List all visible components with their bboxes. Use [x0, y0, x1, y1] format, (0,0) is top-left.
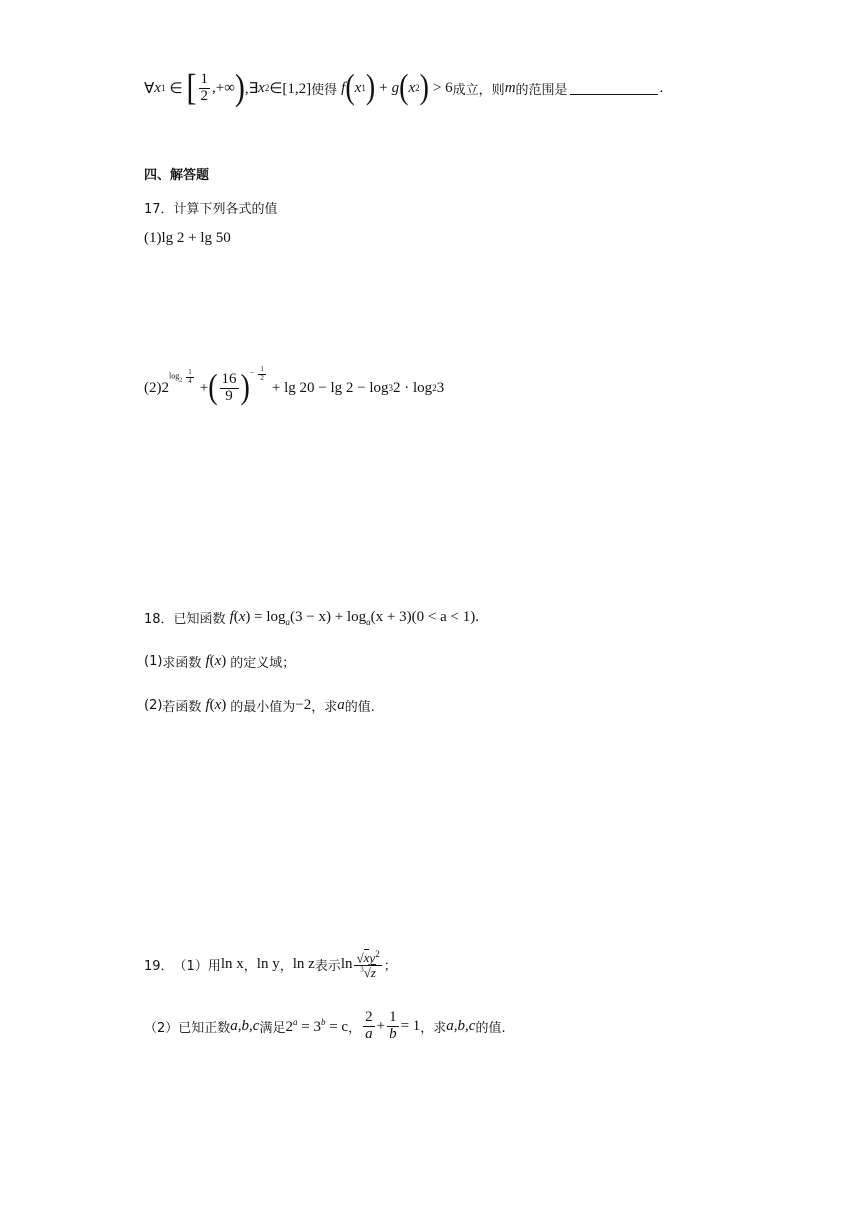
q18-part1: (1) 求函数 f(x) 的定义域；	[144, 653, 296, 671]
question-number: 17．	[144, 202, 174, 217]
fraction-16-9: $\frac{16}{9}$	[221, 371, 237, 404]
q18-part2: (2) 若函数 f(x) 的最小值为 −2 ，求 a 的值.	[144, 697, 375, 715]
forall-symbol: ∀	[144, 80, 155, 97]
q17-stem: 17． 计算下列各式的值	[144, 198, 278, 217]
q17-part2: (2) 2 $\log_2$ $\frac{1}{4}$ + ( $\frac{16}{9}$ ) − $\frac{1}{2}$ + lg 20 − lg 2 − log 3 2 · log 2 3	[144, 365, 445, 407]
question-number: 19．	[144, 959, 174, 975]
exponent-log: $\log_2$ $\frac{1}{4}$	[169, 368, 192, 385]
power-neg-half: − $\frac{1}{2}$	[249, 365, 264, 382]
fraction-half: $\frac{1}{2}$	[200, 71, 209, 104]
log-argument-fraction: $\frac{√xy^2}{^3√z}$	[356, 949, 380, 980]
q17-part1: (1) lg 2 + lg 50	[144, 230, 231, 246]
fraction-2-over-a: $\frac{2}{a}$	[365, 1009, 373, 1042]
q16-condition-line: ∀ x 1 ∈ [ $\frac{1}{2}$ ,+∞ ) ,∃ x 2 ∈[1,2] 使得 f ( x 1 ) + g ( x 2 ) > 6 成立，则 m 的范围是 .	[144, 67, 664, 109]
fraction-1-over-b: $\frac{1}{b}$	[389, 1009, 397, 1042]
q19-part1: 19． （1） 用 ln x ， ln y ， ln z 表示 ln $\frac{√xy^2}{^3√z}$ ；	[144, 949, 397, 980]
question-number: 18．	[144, 612, 174, 627]
section-title: 四、解答题	[144, 168, 210, 183]
q18-stem: 18． 已知函数 $f(x) = \log_a(3 - x) + \log_a(x + 3)(0 < a < 1)$.	[144, 608, 479, 627]
answer-blank[interactable]	[570, 82, 658, 95]
q19-part2: （2） 已知正数 a,b,c 满足 $2^a = 3^b = c$ ， $\frac{2}{a}$ + $\frac{1}{b}$ = 1 ，求 a,b,c 的值.	[144, 1009, 506, 1042]
